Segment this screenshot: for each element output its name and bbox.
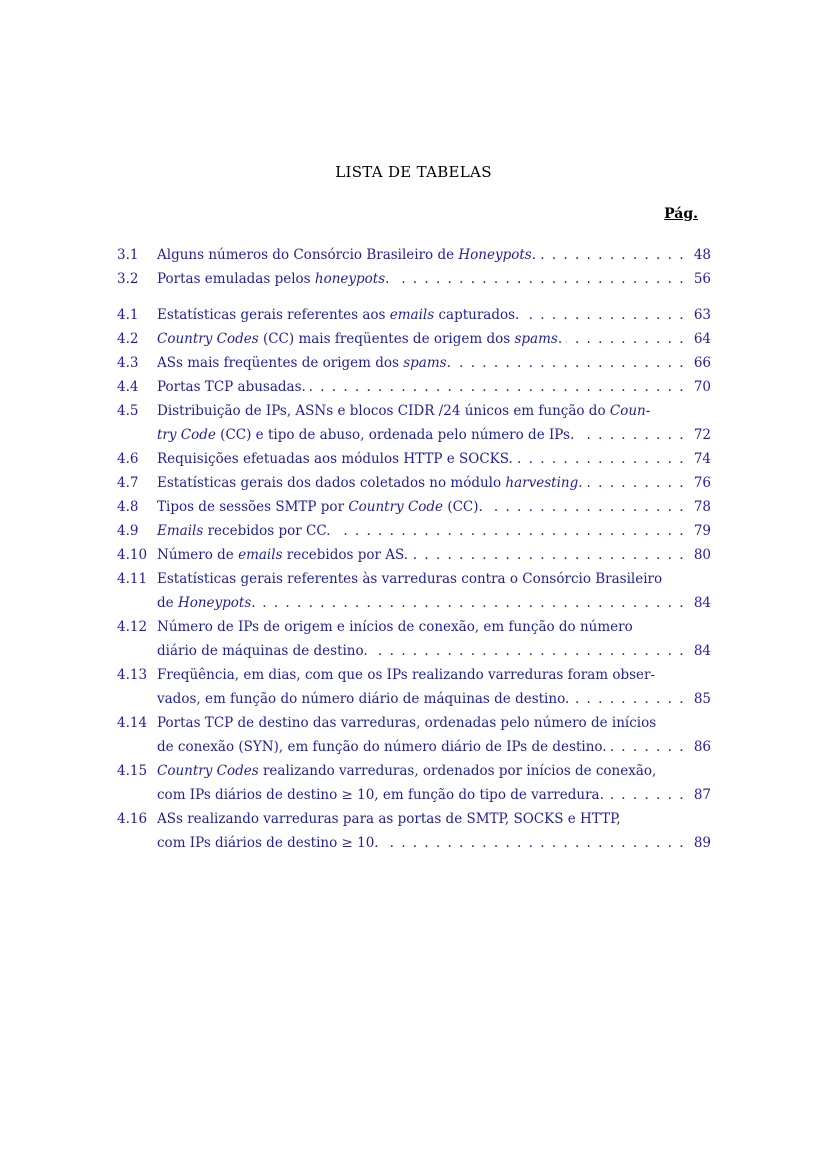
entry-title-text: emails xyxy=(238,547,283,563)
table-list-entry[interactable] xyxy=(117,615,711,639)
table-list-entry[interactable] xyxy=(117,639,711,663)
entry-title xyxy=(157,519,685,543)
table-list-entry[interactable] xyxy=(117,519,711,543)
entry-title xyxy=(157,267,685,291)
entry-title-text: spams xyxy=(403,355,447,371)
entry-page-number: 79 xyxy=(693,523,711,539)
entry-title-text: de xyxy=(157,595,178,611)
entry-title xyxy=(157,543,685,567)
entry-title-text: Country Codes xyxy=(157,331,259,347)
table-list-entry[interactable] xyxy=(117,687,711,711)
entry-page-number: 84 xyxy=(693,595,711,611)
entry-title-text: com IPs diários de destino ≥ 10, em função do tipo de varredura. xyxy=(157,787,604,803)
entry-title-text: Número de IPs de origem e inícios de conexão, em função do número xyxy=(157,619,633,635)
entry-title-text: Portas TCP abusadas. xyxy=(157,379,306,395)
entry-page-number: 84 xyxy=(693,643,711,659)
entry-title-text: ASs mais freqüentes de origem dos xyxy=(157,355,404,371)
entry-title-text: Emails xyxy=(157,523,204,539)
entry-number: 4.5 xyxy=(117,403,139,419)
entry-title-text: Country Code xyxy=(348,499,444,515)
entry-title xyxy=(157,759,671,783)
entry-number: 4.10 xyxy=(117,547,148,563)
entry-title xyxy=(157,327,685,351)
entry-title-text: harvesting xyxy=(505,475,579,491)
entry-title-text: Portas emuladas pelos xyxy=(157,271,315,287)
entry-title-text: Portas TCP de destino das varreduras, ordenadas pelo número de inícios xyxy=(157,715,657,731)
entry-title xyxy=(157,711,671,735)
entry-page-number: 64 xyxy=(693,331,711,347)
entry-page-number: 86 xyxy=(693,739,711,755)
entry-number: 4.6 xyxy=(117,451,139,467)
entry-page-number: 56 xyxy=(693,271,711,287)
entry-number: 4.12 xyxy=(117,619,148,635)
table-list-entry[interactable] xyxy=(117,807,711,831)
entry-page-number: 66 xyxy=(693,355,711,371)
entry-title-text: Country Codes xyxy=(157,763,259,779)
entry-number: 4.15 xyxy=(117,763,148,779)
entry-title-text: diário de máquinas de destino. xyxy=(157,643,368,659)
entry-title-text: de conexão (SYN), em função do número diário de IPs de destino. xyxy=(157,739,607,755)
table-list-entry[interactable] xyxy=(117,567,711,591)
table-list-entry[interactable] xyxy=(117,831,711,855)
entry-title-text: . xyxy=(578,475,583,491)
entry-page-number: 74 xyxy=(693,451,711,467)
entry-title-text: . xyxy=(446,355,451,371)
entry-number: 4.7 xyxy=(117,475,139,491)
entry-title xyxy=(157,615,671,639)
entry-title xyxy=(157,399,671,423)
entry-title xyxy=(157,687,685,711)
entry-number: 4.8 xyxy=(117,499,139,515)
entry-title xyxy=(157,639,685,663)
entry-title-text: recebidos por AS. xyxy=(282,547,409,563)
entry-page-number: 70 xyxy=(693,379,711,395)
table-list-entry[interactable] xyxy=(117,543,711,567)
entry-title-text: capturados. xyxy=(434,307,520,323)
entry-title-text: realizando varreduras, ordenados por inícios de conexão, xyxy=(258,763,657,779)
table-list-entry[interactable] xyxy=(117,267,711,291)
page-column-header: Pág. xyxy=(664,206,698,222)
entry-page-number: 78 xyxy=(693,499,711,515)
entry-title-text: spams xyxy=(514,331,558,347)
entry-title xyxy=(157,471,685,495)
entry-title xyxy=(157,495,685,519)
entry-title-text: Freqüência, em dias, com que os IPs realizando varreduras foram obser- xyxy=(157,667,656,683)
entry-title xyxy=(157,243,685,267)
entry-page-number: 76 xyxy=(693,475,711,491)
table-list-entry[interactable] xyxy=(117,399,711,423)
table-list-entry[interactable] xyxy=(117,447,711,471)
entry-title-text: Alguns números do Consórcio Brasileiro de xyxy=(157,247,459,263)
table-list-entry[interactable] xyxy=(117,423,711,447)
entry-title-text: try Code xyxy=(157,427,216,443)
entry-title-text: ASs realizando varreduras para as portas de SMTP, SOCKS e HTTP, xyxy=(157,811,621,827)
entry-title xyxy=(157,783,685,807)
entry-page-number: 87 xyxy=(693,787,711,803)
table-list-entry[interactable] xyxy=(117,759,711,783)
entry-title-text: Coun- xyxy=(609,403,651,419)
entry-title-text: Número de xyxy=(157,547,239,563)
table-list-entry[interactable] xyxy=(117,351,711,375)
table-list-entry[interactable] xyxy=(117,495,711,519)
entry-title-text: . xyxy=(531,247,537,263)
table-list-entry[interactable] xyxy=(117,243,711,267)
entry-page-number: 89 xyxy=(693,835,711,851)
entry-number: 4.16 xyxy=(117,811,148,827)
entry-title xyxy=(157,807,671,831)
entry-title-text: vados, em função do número diário de máquinas de destino. xyxy=(157,691,570,707)
entry-page-number: 63 xyxy=(693,307,711,323)
entry-title-text: Honeypots xyxy=(177,595,252,611)
entry-title xyxy=(157,735,685,759)
table-list-entry[interactable] xyxy=(117,783,711,807)
entry-title-text: Estatísticas gerais referentes às varreduras contra o Consórcio Brasileiro xyxy=(157,571,663,587)
entry-number: 4.9 xyxy=(117,523,139,539)
entry-title-text: Requisições efetuadas aos módulos HTTP e SOCKS. xyxy=(157,451,513,467)
entry-title-text: Estatísticas gerais referentes aos xyxy=(157,307,390,323)
entry-title-text: . xyxy=(385,271,390,287)
table-list-entry[interactable] xyxy=(117,327,711,351)
entry-title xyxy=(157,567,671,591)
entry-page-number: 80 xyxy=(693,547,711,563)
entry-title xyxy=(157,663,671,687)
entry-page-number: 85 xyxy=(693,691,711,707)
entry-title-text: (CC) e tipo de abuso, ordenada pelo número de IPs. xyxy=(215,427,575,443)
entry-title-text: emails xyxy=(389,307,435,323)
table-list-entry[interactable] xyxy=(117,375,711,399)
entry-number: 4.2 xyxy=(117,331,139,347)
table-list-entry[interactable] xyxy=(117,711,711,735)
entry-title-text: . xyxy=(251,595,256,611)
entry-number: 3.2 xyxy=(117,271,139,287)
entry-title xyxy=(157,351,685,375)
table-list-entry[interactable] xyxy=(117,663,711,687)
entry-page-number: 48 xyxy=(693,247,711,263)
entry-title xyxy=(157,591,685,615)
table-list-entry[interactable] xyxy=(117,471,711,495)
entry-title-text: Honeypots xyxy=(458,247,532,263)
entry-page-number: 72 xyxy=(693,427,711,443)
entry-title-text: (CC) mais freqüentes de origem dos xyxy=(258,331,515,347)
entry-number: 4.1 xyxy=(117,307,139,323)
entry-number: 3.1 xyxy=(117,247,139,263)
entry-title xyxy=(157,375,685,399)
entry-title-text: Estatísticas gerais dos dados coletados no módulo xyxy=(157,475,506,491)
entry-title-text: Tipos de sessões SMTP por xyxy=(157,499,349,515)
entry-number: 4.13 xyxy=(117,667,148,683)
table-list-entry[interactable] xyxy=(117,303,711,327)
entry-number: 4.4 xyxy=(117,379,139,395)
table-list-entry[interactable] xyxy=(117,591,711,615)
entry-number: 4.3 xyxy=(117,355,139,371)
entry-title-text: . xyxy=(557,331,563,347)
table-list-entry[interactable] xyxy=(117,735,711,759)
entry-title-text: com IPs diários de destino ≥ 10. xyxy=(157,835,379,851)
entry-title xyxy=(157,831,685,855)
entry-title-text: honeypots xyxy=(314,271,386,287)
entry-title xyxy=(157,423,685,447)
page-title: LISTA DE TABELAS xyxy=(335,163,492,181)
entry-number: 4.11 xyxy=(117,571,148,587)
entry-title-text: Distribuição de IPs, ASNs e blocos CIDR /24 únicos em função do xyxy=(157,403,610,419)
entry-title xyxy=(157,303,685,327)
entry-title-text: recebidos por CC. xyxy=(203,523,331,539)
entry-title-text: (CC). xyxy=(443,499,483,515)
entry-number: 4.14 xyxy=(117,715,148,731)
entry-title xyxy=(157,447,685,471)
